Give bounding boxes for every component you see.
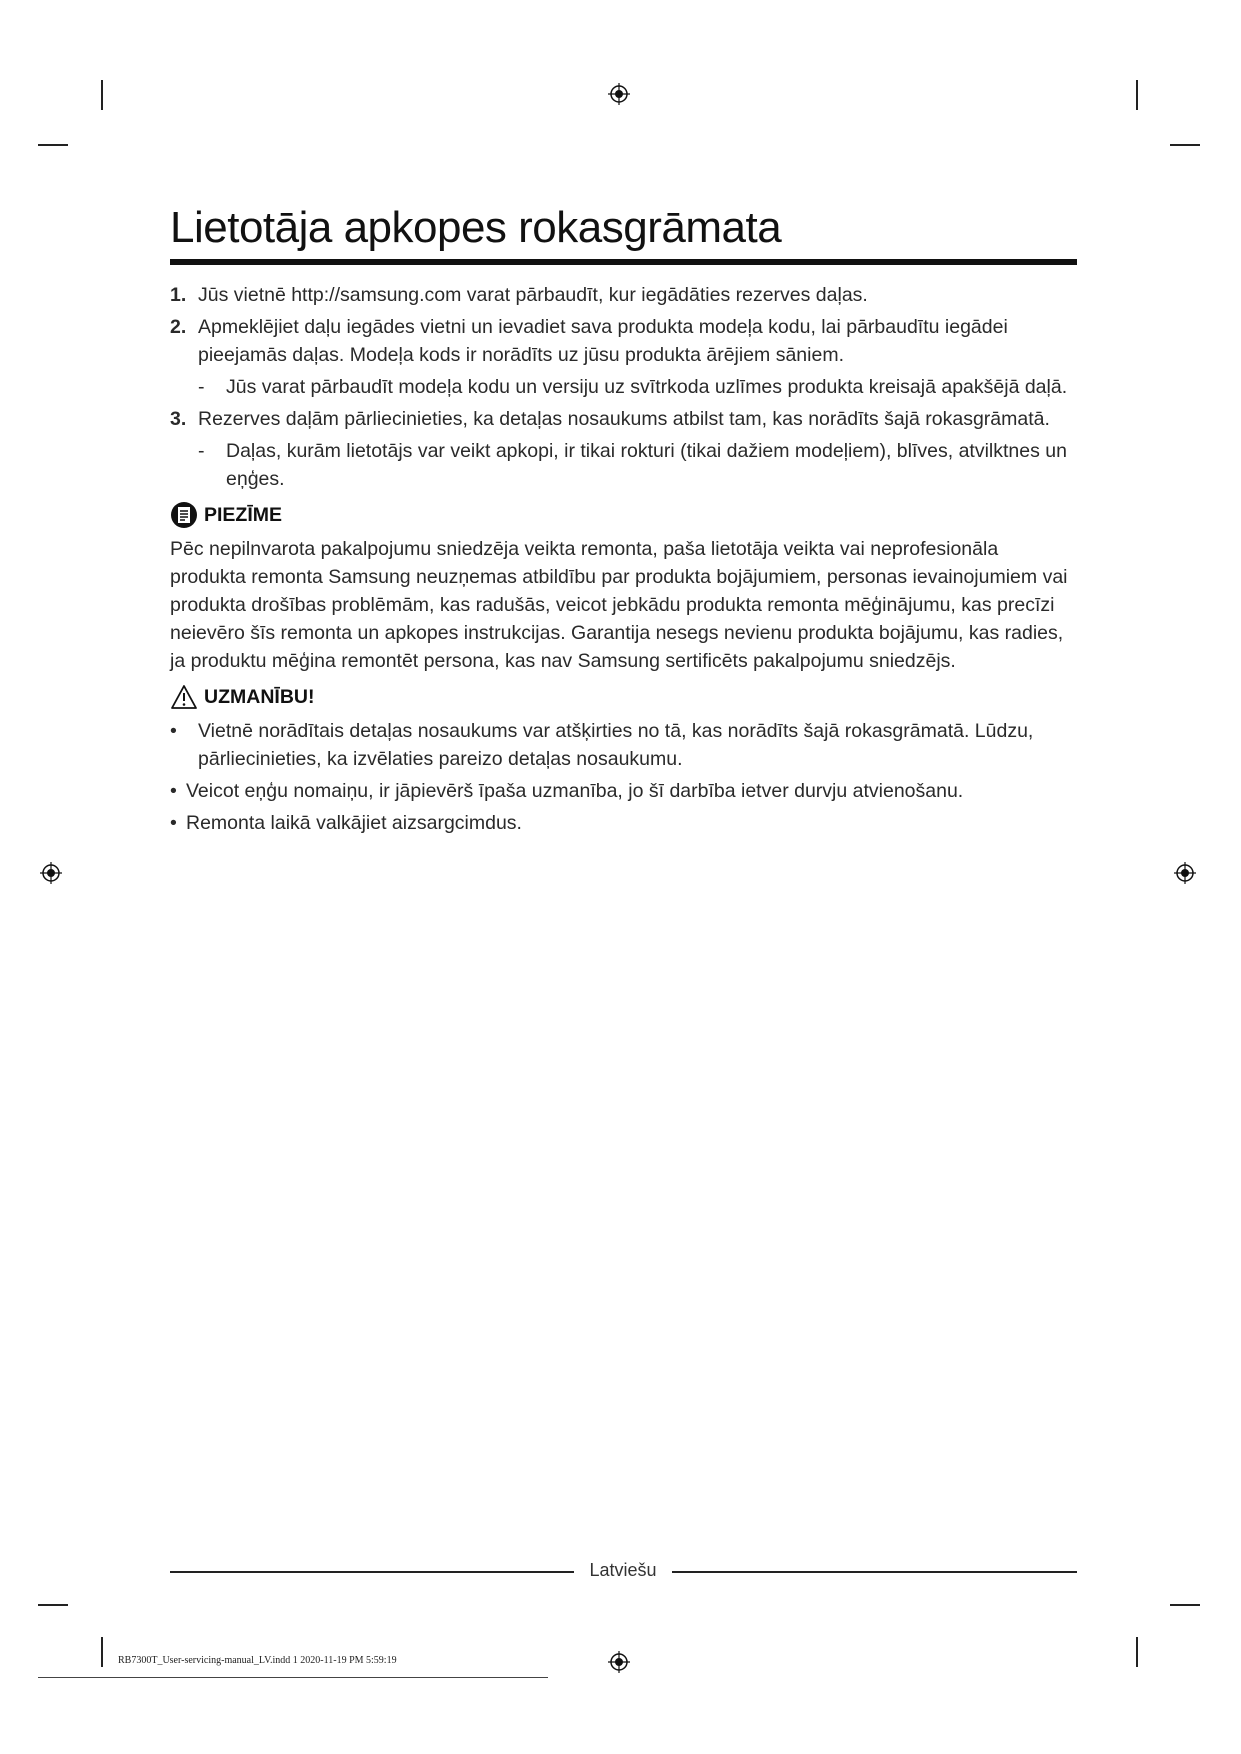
note-heading [170,501,1077,529]
crop-mark-top-left-vertical [101,80,103,110]
bullet-marker: • [170,812,177,834]
item-number: 1. [170,284,187,306]
caution-bullet-text: Vietnē norādītais detaļas nosaukums var atšķirties no tā, kas norādīts šajā rokasgrāmatā. Lūdzu, pārliecinieties, ka izvēlaties pareizo detaļas nosaukumu. [198,720,1034,770]
registration-mark-bottom-icon [608,1651,630,1673]
file-info: RB7300T_User-servicing-manual_LV.indd 1 2020-11-19 PM 5:59:19 [118,1655,397,1666]
title-rule [170,259,1077,265]
list-item [170,405,1077,433]
crop-mark-bottom-right-vertical [1136,1637,1138,1667]
note-icon [170,501,198,529]
footer-language: Latviešu [589,1560,657,1580]
caution-heading [170,683,1077,711]
registration-mark-left-icon [40,862,62,884]
item-text: Rezerves daļām pārliecinieties, ka detaļas nosaukums atbilst tam, kas norādīts šajā rokasgrāmatā. [198,408,1050,430]
footer-rule-right [672,1571,1077,1573]
list-item [170,313,1077,369]
crop-mark-top-right-horizontal [1170,144,1200,146]
caution-label: UZMANĪBU! [204,686,315,708]
item-text: Apmeklējiet daļu iegādes vietni un ievadiet sava produkta modeļa kodu, lai pārbaudītu iegādei pieejamās daļas. Modeļa kods ir norādīts uz jūsu produkta ārējiem sāniem. [198,316,1008,366]
caution-bullet [170,717,1077,773]
sub-item-text: Jūs varat pārbaudīt modeļa kodu un versiju uz svītrkoda uzlīmes produkta kreisajā apakšējā daļā. [226,376,1068,398]
list-item [170,281,1077,309]
caution-bullet-text: Remonta laikā valkājiet aizsargcimdus. [186,812,522,834]
crop-mark-bottom-left-vertical [101,1637,103,1667]
sub-list-item [170,373,1077,401]
slug-rule [38,1677,548,1678]
note-text: Pēc nepilnvarota pakalpojumu sniedzēja veikta remonta, paša lietotāja veikta vai neprofesionāla produkta remonta Samsung neuzņemas atbildību par produkta bojājumiem, personas ievainojumiem vai produkta drošības problēmām, kas radušās, veicot jebkādu produkta remonta mēģinājumu, kas precīzi neievēro šīs remonta un apkopes instrukcijas. Garantija nesegs nevienu produkta bojājumu, kas radies, ja produktu mēģina remontēt persona, kas nav Samsung sertificēts pakalpojumu sniedzējs. [170,538,1068,672]
caution-bullet [170,809,1077,837]
sub-list-item [170,437,1077,493]
dash-marker: - [198,376,205,398]
crop-mark-top-right-vertical [1136,80,1138,110]
page-title: Lietotāja apkopes rokasgrāmata [170,203,782,252]
caution-bullet-text: Veicot eņģu nomaiņu, ir jāpievērš īpaša uzmanība, jo šī darbība ietver durvju atvienošanu. [186,780,964,802]
caution-bullet [170,777,1077,805]
dash-marker: - [198,440,205,462]
main-content [170,281,1077,841]
sub-item-text: Daļas, kurām lietotājs var veikt apkopi, ir tikai rokturi (tikai dažiem modeļiem), blīves, atvilktnes un eņģes. [226,440,1067,490]
crop-mark-top-left-horizontal [38,144,68,146]
item-text: Jūs vietnē http://samsung.com varat pārbaudīt, kur iegādāties rezerves daļas. [198,284,868,306]
registration-mark-right-icon [1174,862,1196,884]
bullet-marker: • [170,780,177,802]
note-label: PIEZĪME [204,504,283,526]
crop-mark-bottom-right-horizontal [1170,1604,1200,1606]
item-number: 2. [170,316,187,338]
crop-mark-bottom-left-horizontal [38,1604,68,1606]
footer-rule-left [170,1571,574,1573]
item-number: 3. [170,408,187,430]
warning-triangle-icon [170,684,198,710]
bullet-marker: • [170,720,177,742]
registration-mark-top-icon [608,83,630,105]
